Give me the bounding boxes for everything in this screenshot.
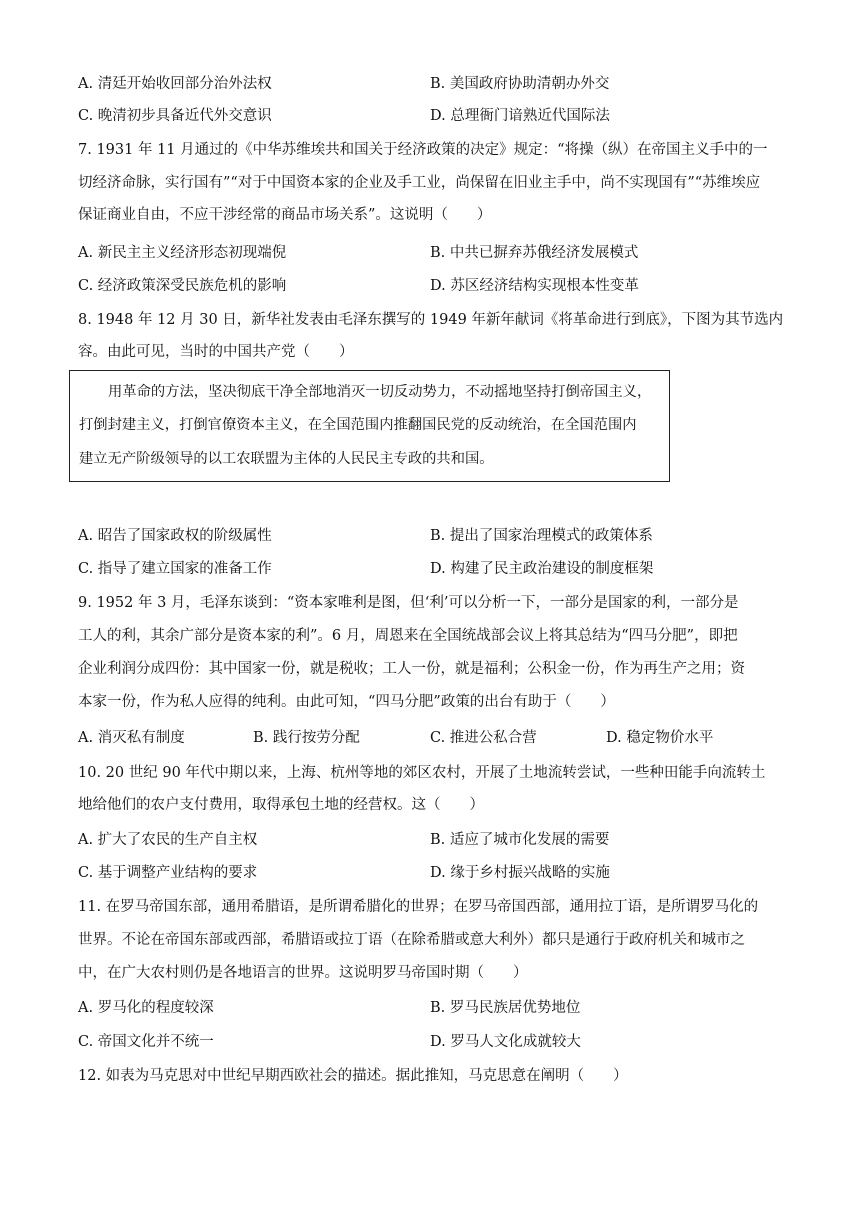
q9-stem-line-2: 工人的利，其余广部分是资本家的利”。6 月，周恩来在全国统战部会议上将其总结为“四马分肥”，即把 (78, 628, 738, 644)
q6-option-d: D. 总理衙门谙熟近代国际法 (430, 108, 610, 124)
q6-option-a: A. 清廷开始收回部分治外法权 (78, 76, 272, 92)
q8-stem-line-2: 容。由此可见，当时的中国共产党（ ） (78, 344, 354, 360)
q11-stem-line-2: 世界。不论在帝国东部或西部，希腊语或拉丁语（在除希腊或意大利外）都只是通行于政府机关和城市之 (78, 932, 745, 948)
q12-stem-line-1: 12. 如表为马克思对中世纪早期西欧社会的描述。据此推知，马克思意在阐明（ ） (78, 1068, 628, 1084)
q8-option-d: D. 构建了民主政治建设的制度框架 (430, 561, 654, 577)
q11-option-a: A. 罗马化的程度较深 (78, 1000, 214, 1016)
q10-stem-line-2: 地给他们的农户支付费用，取得承包土地的经营权。这（ ） (78, 797, 484, 813)
q7-stem-line-2: 切经济命脉，实行国有”“对于中国资本家的企业及手工业，尚保留在旧业主手中，尚不实现国有”“苏维埃应 (78, 175, 761, 191)
q11-stem-line-1: 11. 在罗马帝国东部，通用希腊语，是所谓希腊化的世界；在罗马帝国西部，通用拉丁语，是所谓罗马化的 (78, 899, 759, 915)
q7-option-a: A. 新民主主义经济形态初现端倪 (78, 245, 287, 261)
q11-option-b: B. 罗马民族居优势地位 (430, 1000, 581, 1016)
q9-option-d: D. 稳定物价水平 (606, 730, 714, 746)
q10-option-c: C. 基于调整产业结构的要求 (78, 865, 258, 881)
q7-stem-line-3: 保证商业自由，不应干涉经常的商品市场关系”。这说明（ ） (78, 207, 492, 223)
q10-option-a: A. 扩大了农民的生产自主权 (78, 832, 258, 848)
q9-stem-line-3: 企业利润分成四份：其中国家一份，就是税收；工人一份，就是福利；公积金一份，作为再生产之用；资 (78, 661, 745, 677)
q9-option-c: C. 推进公私合营 (430, 730, 537, 746)
q7-option-d: D. 苏区经济结构实现根本性变革 (430, 278, 639, 294)
q8-option-b: B. 提出了国家治理模式的政策体系 (430, 528, 653, 544)
q6-option-b: B. 美国政府协助清朝办外交 (430, 76, 610, 92)
q10-option-d: D. 缘于乡村振兴战略的实施 (430, 865, 610, 881)
q8-quote-line-3: 建立无产阶级领导的以工农联盟为主体的人民民主专政的共和国。 (79, 451, 494, 467)
q8-quote-line-2: 打倒封建主义，打倒官僚资本主义，在全国范围内推翻国民党的反动统治，在全国范围内 (79, 417, 637, 433)
q8-option-a: A. 昭告了国家政权的阶级属性 (78, 528, 272, 544)
q7-stem-line-1: 7. 1931 年 11 月通过的《中华苏维埃共和国关于经济政策的决定》规定：“将操（纵）在帝国主义手中的一 (78, 142, 768, 158)
q8-option-c: C. 指导了建立国家的准备工作 (78, 561, 272, 577)
q6-option-c: C. 晚清初步具备近代外交意识 (78, 108, 272, 124)
q7-option-b: B. 中共已摒弃苏俄经济发展模式 (430, 245, 639, 261)
q8-quote-box (69, 370, 670, 482)
q11-option-d: D. 罗马人文化成就较大 (430, 1034, 581, 1050)
q10-stem-line-1: 10. 20 世纪 90 年代中期以来，上海、杭州等地的郊区农村，开展了土地流转尝试，一些种田能手向流转土 (78, 765, 766, 781)
q8-quote-line-1: 用革命的方法，坚决彻底干净全部地消灭一切反动势力，不动摇地坚持打倒帝国主义， (108, 384, 652, 400)
q7-option-c: C. 经济政策深受民族危机的影响 (78, 278, 287, 294)
q8-stem-line-1: 8. 1948 年 12 月 30 日，新华社发表由毛泽东撰写的 1949 年新年献词《将革命进行到底》，下图为其节选内 (78, 312, 784, 328)
q11-stem-line-3: 中，在广大农村则仍是各地语言的世界。这说明罗马帝国时期（ ） (78, 965, 528, 981)
q9-stem-line-4: 本家一份，作为私人应得的纯利。由此可知，“四马分肥”政策的出台有助于（ ） (78, 694, 615, 710)
q10-option-b: B. 适应了城市化发展的需要 (430, 832, 610, 848)
q11-option-c: C. 帝国文化并不统一 (78, 1034, 214, 1050)
q9-stem-line-1: 9. 1952 年 3 月，毛泽东谈到：“资本家唯利是图，但‘利’可以分析一下，一部分是国家的利，一部分是 (78, 595, 739, 611)
q9-option-b: B. 践行按劳分配 (253, 730, 360, 746)
q9-option-a: A. 消灭私有制度 (78, 730, 185, 746)
